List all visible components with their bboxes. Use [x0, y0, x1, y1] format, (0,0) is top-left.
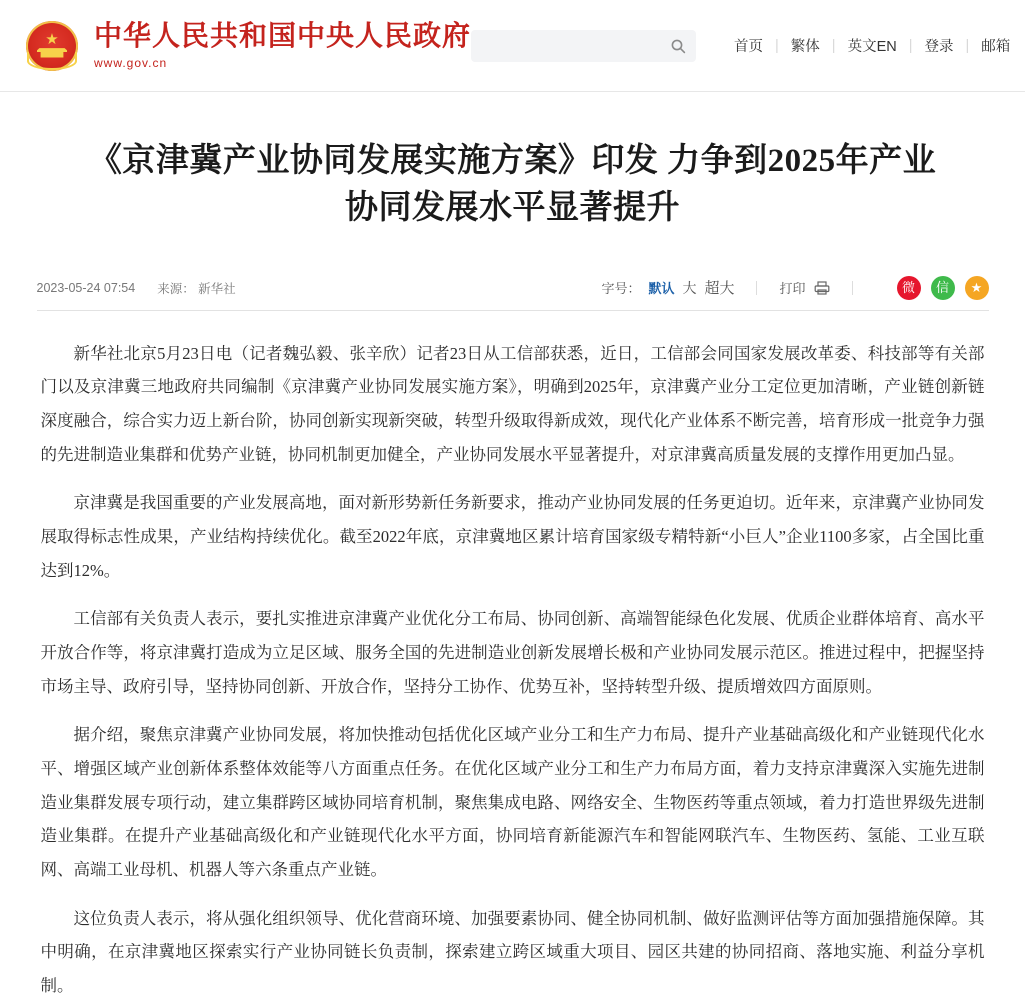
- fontsize-option-large[interactable]: 大: [682, 280, 697, 297]
- article-meta-right: [601, 276, 988, 300]
- nav-divider: |: [908, 37, 913, 54]
- site-brand[interactable]: [24, 18, 471, 74]
- nav-item-english[interactable]: 英文EN: [847, 39, 897, 55]
- nav-divider: |: [831, 37, 836, 54]
- printer-icon[interactable]: [814, 281, 830, 295]
- fontsize-option-default[interactable]: 默认: [648, 281, 675, 297]
- national-emblem-icon: ★: [24, 18, 80, 74]
- brand-text: [94, 21, 471, 69]
- article-source: 来源： 新华社: [157, 281, 236, 296]
- print-group[interactable]: [779, 278, 829, 297]
- search-input[interactable]: [481, 37, 670, 54]
- meta-separator: [852, 281, 853, 295]
- wechat-share-icon[interactable]: 信: [931, 276, 955, 300]
- nav-item-mail[interactable]: 邮箱: [981, 39, 1011, 55]
- fontsize-label: 字号：: [601, 281, 641, 297]
- article-body: [37, 337, 989, 1003]
- search-box[interactable]: [471, 30, 696, 62]
- brand-title-en: www.gov.cn: [94, 55, 168, 70]
- fontsize-option-extra-large[interactable]: 超大: [704, 280, 735, 298]
- header-right: [471, 30, 1022, 62]
- article-paragraph: 京津冀是我国重要的产业发展高地，面对新形势新任务新要求，推动产业协同发展的任务更迫切。近年来，京津冀产业协同发展取得标志性成果，产业结构持续优化。截至2022年底，京津冀地区累计培育国家级专精特新“小巨人”企业1100多家，占全国比重达到12%。: [40, 493, 985, 580]
- brand-title-cn: 中华人民共和国中央人民政府: [94, 21, 472, 53]
- nav-divider: |: [775, 37, 779, 54]
- article-meta-bar: [37, 266, 989, 311]
- weibo-share-icon[interactable]: 微: [897, 276, 921, 300]
- article-paragraph: 这位负责人表示，将从强化组织领导、优化营商环境、加强要素协同、健全协同机制、做好监测评估等方面加强措施保障。其中明确，在京津冀地区探索实行产业协同链长负责制，探索建立跨区域重大项目、园区共建的协同招商、落地实施、利益分享机制。: [40, 908, 985, 995]
- nav-item-login[interactable]: 登录: [924, 39, 954, 55]
- article-date: 2023-05-24 07:54: [36, 280, 136, 295]
- article-paragraph: 据介绍，聚焦京津冀产业协同发展，将加快推动包括优化区域产业分工和生产力布局、提升产业基础高级化和产业链现代化水平、增强区域产业创新体系整体效能等八方面重点任务。在优化区域产业分工和生产力布局方面，着力支持京津冀深入实施先进制造业集群发展专项行动，建立集群跨区域协同培育机制，聚焦集成电路、网络安全、生物医药等重点领域，着力打造世界级先进制造业集群。在提升产业基础高级化和产业链现代化水平方面，协同培育新能源汽车和智能网联汽车、生物医药、氢能、工业互联网、高端工业母机、机器人等六条重点产业链。: [40, 725, 985, 879]
- page-title: 《京津冀产业协同发展实施方案》印发 力争到2025年产业协同发展水平显著提升: [88, 143, 937, 226]
- fontsize-group: [601, 277, 734, 298]
- print-label: 打印: [779, 281, 806, 297]
- site-header: [0, 0, 1025, 92]
- article-meta-left: [37, 279, 236, 297]
- favorite-share-icon[interactable]: ★: [965, 276, 989, 300]
- header-nav: [722, 35, 1022, 56]
- nav-item-home[interactable]: 首页: [734, 39, 764, 55]
- article-paragraph: 新华社北京5月23日电（记者魏弘毅、张辛欣）记者23日从工信部获悉，近日，工信部会同国家发展改革委、科技部等有关部门以及京津冀三地政府共同编制《京津冀产业协同发展实施方案》，明确到2025年，京津冀产业分工定位更加清晰，产业链创新链深度融合，综合实力迈上新台阶，协同创新实现新突破，转型升级取得新成效，现代化产业体系不断完善，培育形成一批竞争力强的先进制造业集群和优势产业链，协同机制更加健全，产业协同发展水平显著提升，对京津冀高质量发展的支撑作用更加凸显。: [40, 343, 985, 464]
- nav-item-traditional[interactable]: 繁体: [790, 39, 820, 55]
- article-paragraph: 工信部有关负责人表示，要扎实推进京津冀产业优化分工布局、协同创新、高端智能绿色化发展、优质企业群体培育、高水平开放合作等，将京津冀打造成为立足区域、服务全国的先进制造业创新发展增长极和产业协同发展示范区。推进过程中，把握坚持市场主导、政府引导，坚持协同创新、开放合作，坚持分工协作、优势互补，坚持转型升级、提质增效四方面原则。: [40, 609, 985, 696]
- search-icon[interactable]: [670, 38, 686, 54]
- meta-separator: [756, 281, 757, 295]
- nav-divider: |: [965, 37, 970, 54]
- article: [37, 92, 989, 1003]
- share-group: [897, 276, 989, 300]
